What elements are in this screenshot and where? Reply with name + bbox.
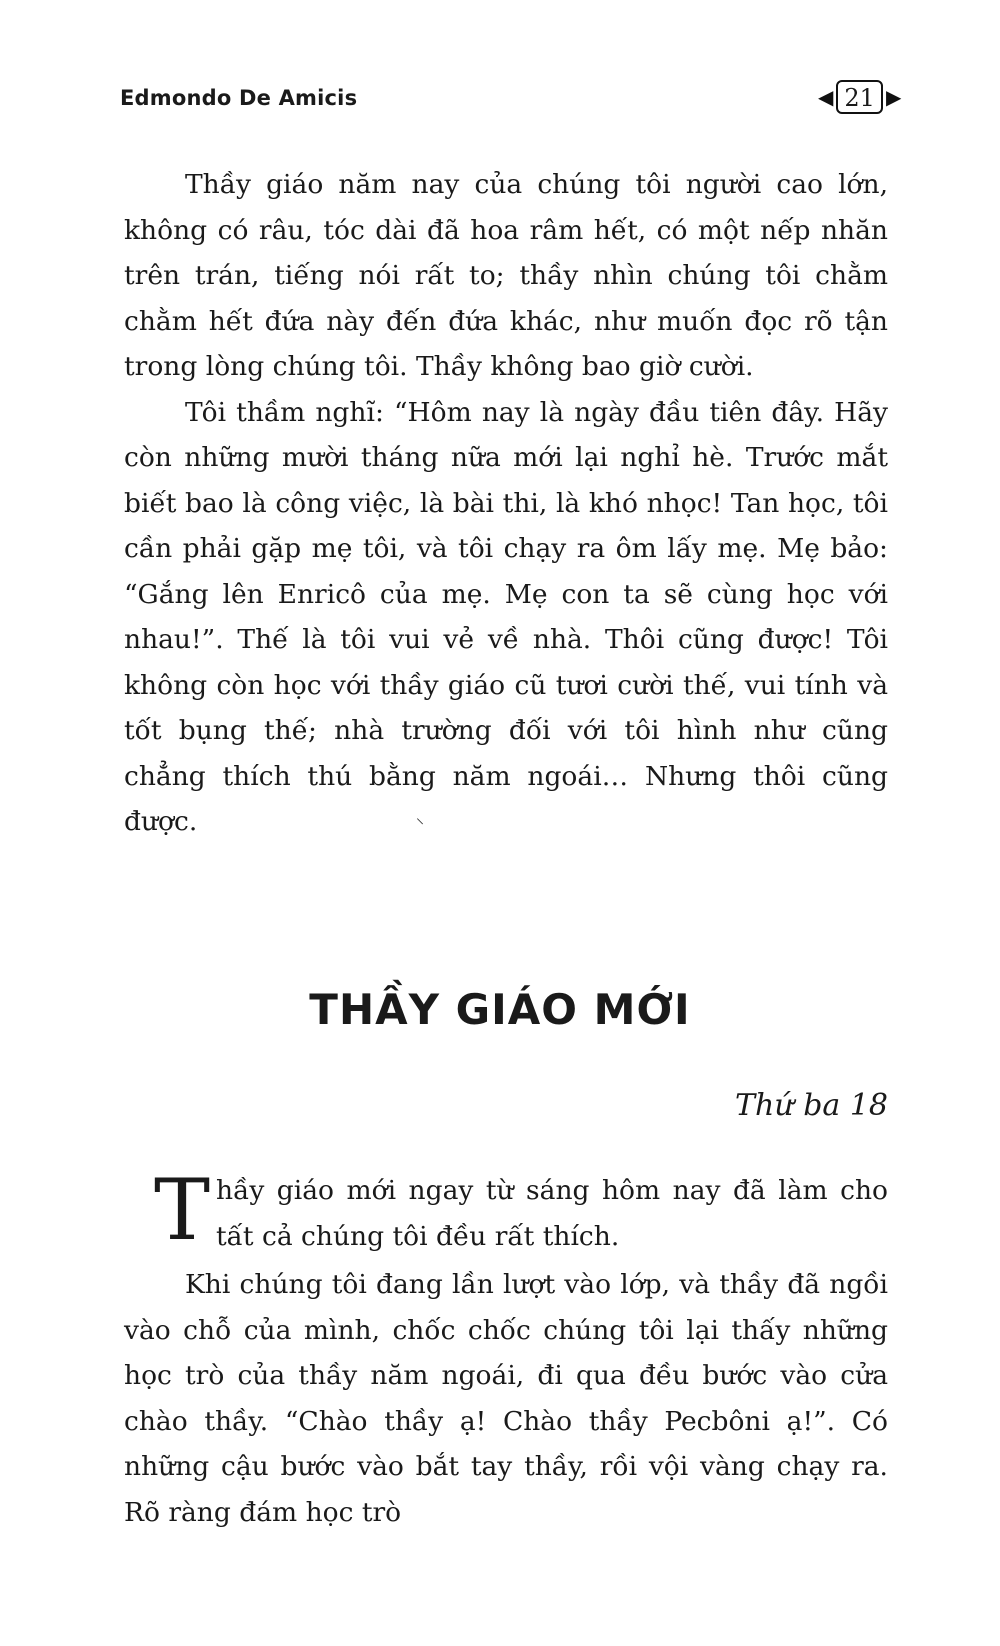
paragraph: Khi chúng tôi đang lần lượt vào lớp, và thầy đã ngồi vào chỗ của mình, chốc chốc chúng tôi lại thấy những học trò của thầy năm ngoái, đi qua đều bước vào cửa chào thầy. “Chào thầy ạ! Chào thầy Pecbôni ạ!”. Có những cậu bước vào bắt tay thầy, rồi vội vàng chạy ra. Rõ ràng đám học trò <box>124 1269 888 1528</box>
paragraph: hầy giáo mới ngay từ sáng hôm nay đã làm cho tất cả chúng tôi đều rất thích. <box>216 1175 888 1252</box>
right-arrow-icon: ▶ <box>885 85 902 109</box>
page-number: 21 <box>836 80 883 114</box>
opening-paragraph <box>124 1161 888 1259</box>
author-header: Edmondo De Amicis <box>120 86 358 110</box>
paragraph: Tôi thầm nghĩ: “Hôm nay là ngày đầu tiên đây. Hãy còn những mười tháng nữa mới lại nghỉ hè. Trước mắt biết bao là công việc, là bài thi, là khó nhọc! Tan học, tôi cần phải gặp mẹ tôi, và tôi chạy ra ôm lấy mẹ. Mẹ bảo: “Gắng lên Enricô của mẹ. Mẹ con ta sẽ cùng học với nhau!”. Thế là tôi vui vẻ về nhà. Thôi cũng được! Tôi không còn học với thầy giáo cũ tươi cười thế, vui tính và tốt bụng thế; nhà trường đối với tôi hình như cũng chẳng thích thú bằng năm ngoái… Nhưng thôi cũng được. <box>124 396 888 837</box>
chapter-date: Thứ ba 18 <box>735 1088 888 1123</box>
chapter-title: THẦY GIÁO MỚI <box>309 985 691 1034</box>
page-number-indicator <box>818 80 901 114</box>
bottom-text-block <box>124 1262 888 1535</box>
drop-cap: T <box>154 1161 211 1259</box>
top-text-block <box>124 162 888 845</box>
left-arrow-icon: ◀ <box>818 85 834 109</box>
ornament-icon: ⸜ <box>416 808 425 827</box>
paragraph: Thầy giáo năm nay của chúng tôi người cao lớn, không có râu, tóc dài đã hoa râm hết, có một nếp nhăn trên trán, tiếng nói rất to; thầy nhìn chúng tôi chằm chằm hết đứa này đến đứa khác, như muốn đọc rõ tận trong lòng chúng tôi. Thầy không bao giờ cười. <box>124 169 888 382</box>
